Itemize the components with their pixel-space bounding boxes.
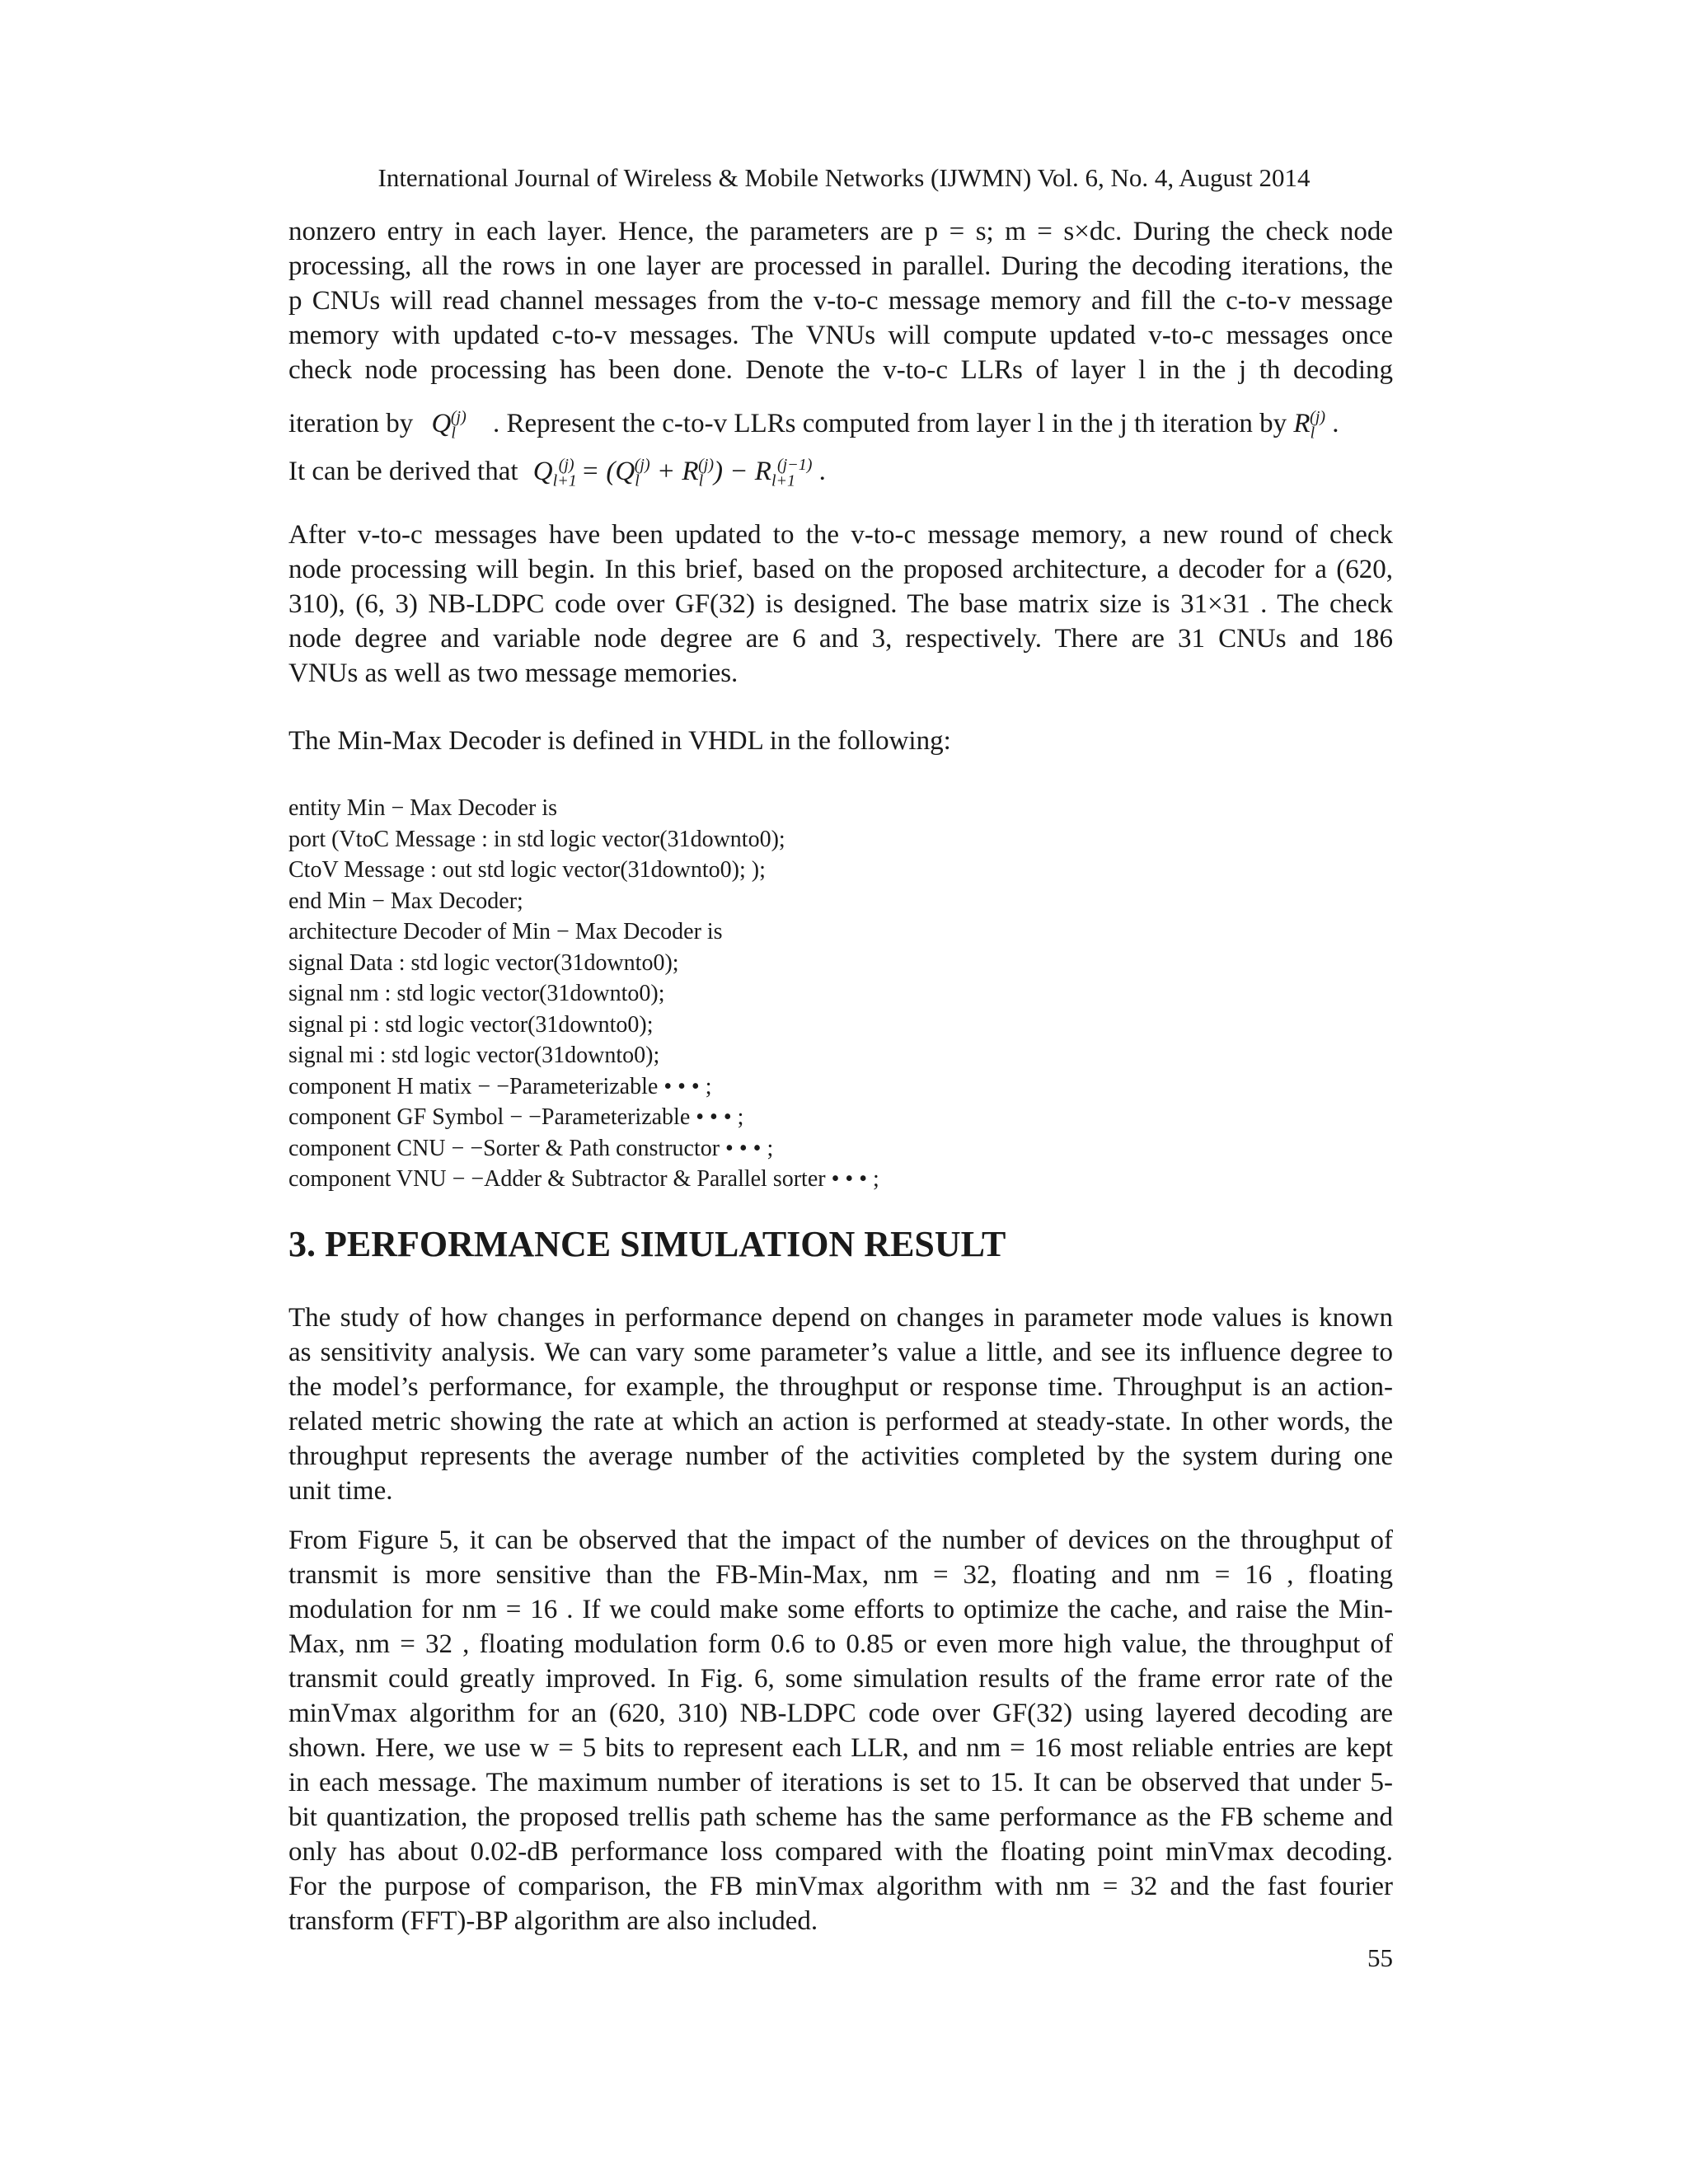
- text-line: For the purpose of comparison, the FB minVmax algorithm with nm = 32 and the fast fourier: [288, 1872, 1393, 1901]
- paragraph-text: The Min-Max Decoder is defined in VHDL in the following:: [288, 726, 951, 756]
- paragraph-sensitivity: [288, 1301, 1393, 1508]
- paragraph-figure-results: [288, 1523, 1393, 1938]
- paragraph-decoder-design: [288, 518, 1393, 691]
- code-line: signal mi : std logic vector(31downto0);: [288, 1043, 660, 1068]
- vhdl-code-listing: [288, 793, 879, 1195]
- text-line: memory with updated c-to-v messages. The VNUs will compute updated v-to-c messages once: [288, 321, 1393, 350]
- text-line: bit quantization, the proposed trellis path scheme has the same performance as the FB scheme and: [288, 1802, 1393, 1832]
- text-line: VNUs as well as two message memories.: [288, 658, 738, 688]
- code-line: signal Data : std logic vector(31downto0);: [288, 949, 679, 976]
- paragraph-text: [288, 1301, 1393, 1508]
- text-line: minVmax algorithm for an (620, 310) NB-LDPC code over GF(32) using layered decoding are: [288, 1699, 1393, 1728]
- text-line: unit time.: [288, 1476, 393, 1506]
- text-line: transmit is more sensitive than the FB-Min-Max, nm = 32, floating and nm = 16 , floating: [288, 1560, 1393, 1590]
- code-line: entity Min − Max Decoder is: [288, 795, 558, 821]
- code-line: architecture Decoder of Min − Max Decoder is: [288, 919, 723, 944]
- code-line: component CNU − −Sorter & Path constructor • • • ;: [288, 1135, 774, 1161]
- text-line: shown. Here, we use w = 5 bits to represent each LLR, and nm = 16 most reliable entries are kept: [288, 1733, 1393, 1763]
- text-line: transmit could greatly improved. In Fig. 6, some simulation results of the frame error rate of the: [288, 1664, 1393, 1694]
- text-line: The study of how changes in performance depend on changes in parameter mode values is known: [288, 1303, 1393, 1333]
- equation-line: [288, 442, 1393, 488]
- text-fragment: . Represent the c-to-v LLRs computed from layer l in the j th iteration by: [493, 409, 1287, 438]
- text-line: as sensitivity analysis. We can vary some parameter’s value a little, and see its influence degree to: [288, 1338, 1393, 1367]
- code-line: end Min − Max Decoder;: [288, 888, 523, 914]
- code-line: component VNU − −Adder & Subtractor & Parallel sorter • • • ;: [288, 1166, 879, 1192]
- paragraph-vhdl-intro: [288, 724, 1393, 758]
- code-line: component H matix − −Parameterizable • • • ;: [288, 1073, 712, 1099]
- running-header: International Journal of Wireless & Mobile Networks (IJWMN) Vol. 6, No. 4, August 2014: [377, 163, 1311, 192]
- text-line: in each message. The maximum number of iterations is set to 15. It can be observed that under 5-: [288, 1768, 1393, 1797]
- code-line: signal pi : std logic vector(31downto0);: [288, 1011, 654, 1038]
- code-line: component GF Symbol − −Parameterizable • • • ;: [288, 1104, 744, 1130]
- paragraph-text: [288, 1523, 1393, 1938]
- text-line: Max, nm = 32 , floating modulation form 0.6 to 0.85 or even more high value, the throughput of: [288, 1629, 1393, 1659]
- code-line: port (VtoC Message : in std logic vector(31downto0);: [288, 826, 785, 852]
- math-symbol-R: $R_l^{(j)}$: [1293, 408, 1326, 443]
- paragraph-text: [288, 518, 1393, 691]
- text-line: the model’s performance, for example, the throughput or response time. Throughput is an action-: [288, 1372, 1393, 1402]
- code-line: signal nm : std logic vector(31downto0);: [288, 981, 665, 1006]
- text-line: 310), (6, 3) NB-LDPC code over GF(32) is designed. The base matrix size is 31×31 . The check: [288, 589, 1393, 619]
- page-number: 55: [1367, 1943, 1393, 1972]
- text-line: After v-to-c messages have been updated to the v-to-c message memory, a new round of check: [288, 520, 1393, 550]
- text-line: nonzero entry in each layer. Hence, the parameters are p = s; m = s×dc. During the check node: [288, 217, 1393, 246]
- paragraph-text: [288, 214, 1393, 387]
- text-line: throughput represents the average number of the activities completed by the system during one: [288, 1441, 1393, 1471]
- paragraph-layered-decoding: [288, 214, 1393, 488]
- text-line: node degree and variable node degree are 6 and 3, respectively. There are 31 CNUs and 186: [288, 624, 1393, 654]
- text-fragment: It can be derived that: [288, 457, 518, 486]
- text-line: processing, all the rows in one layer are processed in parallel. During the decoding iterations, the: [288, 251, 1393, 281]
- text-fragment: iteration by: [288, 409, 414, 438]
- text-line: only has about 0.02-dB performance loss compared with the floating point minVmax decoding.: [288, 1837, 1393, 1867]
- text-line: node processing will begin. In this brief, based on the proposed architecture, a decoder for a (620,: [288, 555, 1393, 584]
- math-symbol-Q: $Q_l^{(j)}$: [431, 408, 467, 443]
- text-fragment: .: [1332, 409, 1339, 438]
- text-line: transform (FFT)-BP algorithm are also included.: [288, 1906, 818, 1936]
- text-line: related metric showing the rate at which an action is performed at steady-state. In other words, the: [288, 1407, 1393, 1436]
- text-line: From Figure 5, it can be observed that the impact of the number of devices on the throughput of: [288, 1526, 1393, 1555]
- section-heading: 3. PERFORMANCE SIMULATION RESULT: [288, 1224, 1006, 1264]
- text-fragment: .: [818, 457, 826, 486]
- text-line: p CNUs will read channel messages from the v-to-c message memory and fill the c-to-v message: [288, 286, 1393, 316]
- code-line: CtoV Message : out std logic vector(31downto0); );: [288, 857, 766, 883]
- text-line: check node processing has been done. Denote the v-to-c LLRs of layer l in the j th decoding: [288, 355, 1393, 385]
- text-line: modulation for nm = 16 . If we could make some efforts to optimize the cache, and raise the Min-: [288, 1595, 1393, 1624]
- inline-math-line: [288, 394, 1393, 443]
- equation: $Q_{l+1}^{(j)} = (Q_l^{(j)} + R_l^{(j)}) - R_{l+1}^{(j-1)}$: [532, 456, 813, 490]
